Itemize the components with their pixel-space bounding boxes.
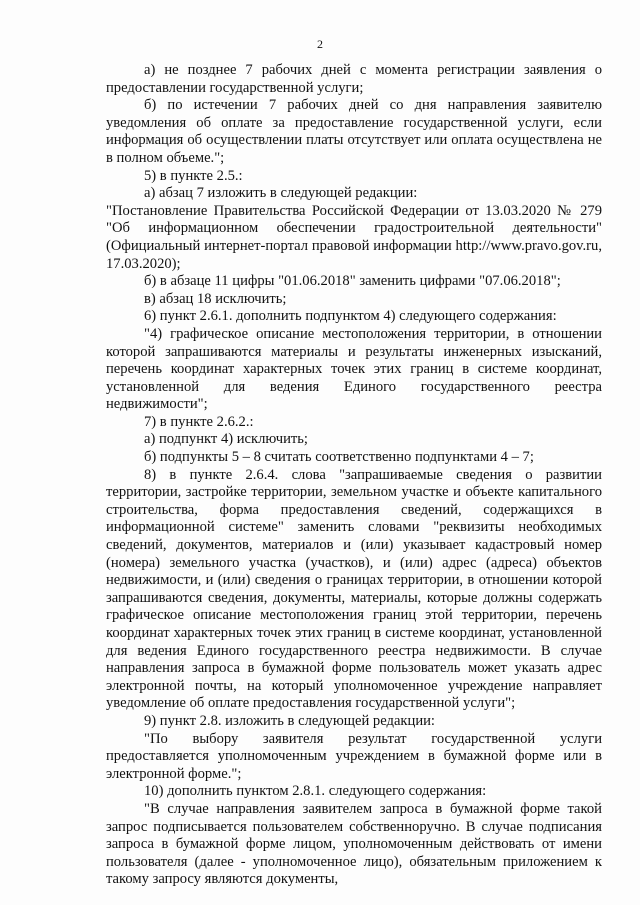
paragraph: 10) дополнить пунктом 2.8.1. следующего содержания: bbox=[144, 783, 487, 800]
paragraph: в) абзац 18 исключить; bbox=[144, 290, 287, 307]
paragraph: а) подпункт 4) исключить; bbox=[144, 431, 308, 448]
paragraph: б) подпункты 5 – 8 считать соответственно подпунктами 4 – 7; bbox=[144, 449, 534, 466]
paragraph: 5) в пункте 2.5.: bbox=[144, 167, 243, 184]
paragraph: 6) пункт 2.6.1. дополнить подпунктом 4) следующего содержания: bbox=[144, 308, 557, 325]
paragraph: "По выбору заявителя результат государственной услуги предоставляется уполномоченным учреждением в бумажной форме или в электронной форме."; bbox=[106, 730, 602, 782]
paragraph: 7) в пункте 2.6.2.: bbox=[144, 413, 254, 430]
paragraph: б) по истечении 7 рабочих дней со дня направления заявителю уведомления об оплате за предоставление государственной услуги, если информация об осуществлении платы отсутствует или оплата осуществлена не в полном объеме."; bbox=[106, 97, 602, 166]
paragraph: 9) пункт 2.8. изложить в следующей редакции: bbox=[144, 712, 435, 729]
paragraph: а) абзац 7 изложить в следующей редакции: bbox=[144, 185, 418, 202]
paragraph: "Постановление Правительства Российской Федерации от 13.03.2020 № 279 "Об информационном обеспечении градостроительной деятельности" (Официальный интернет-портал правовой информации http://www.pravo.gov.ru, 17.03.2020); bbox=[106, 202, 602, 272]
paragraph: а) не позднее 7 рабочих дней с момента регистрации заявления о предоставлении государственной услуги; bbox=[106, 62, 602, 96]
paragraph: 8) в пункте 2.6.4. слова "запрашиваемые сведения о развитии территории, застройке территории, земельном участке и объекте капитального строительства, форма предоставления сведений, содержащихся в информационной системе" заменить словами "реквизиты необходимых сведений, документов, материалов и (или) указывает кадастровый номер (номера) земельного участка (участков), и (или) адрес (адреса) объектов недвижимости, и (или) сведения о границах территории, в отношении которой запрашиваются сведения, документы, материалы, которые должны содержать графическое описание местоположения границ этой территории, перечень координат характерных точек этих границ в системе координат, установленной для ведения Единого государственного реестра недвижимости. В случае направления запроса в бумажной форме пользователь может указать адрес электронной почты, на который уполномоченное учреждение направляет уведомление об оплате предоставления государственной услуги"; bbox=[106, 466, 602, 712]
paragraph: "В случае направления заявителем запроса в бумажной форме такой запрос подписывается пользователем собственноручно. В случае подписания запроса в бумажной форме лицом, уполномоченным действовать от имени пользователя (далее - уполномоченное лицо), обязательным приложением к такому запросу являются документы, bbox=[106, 800, 602, 888]
page-number: 2 bbox=[317, 37, 323, 51]
paragraph: "4) графическое описание местоположения территории, в отношении которой запрашиваются материалы и результаты инженерных изысканий, перечень координат характерных точек этих границ в системе координат, установленной для ведения Единого государственного реестра недвижимости"; bbox=[106, 325, 602, 413]
paragraph: б) в абзаце 11 цифры "01.06.2018" заменить цифрами "07.06.2018"; bbox=[144, 273, 561, 290]
document-body bbox=[106, 62, 602, 889]
